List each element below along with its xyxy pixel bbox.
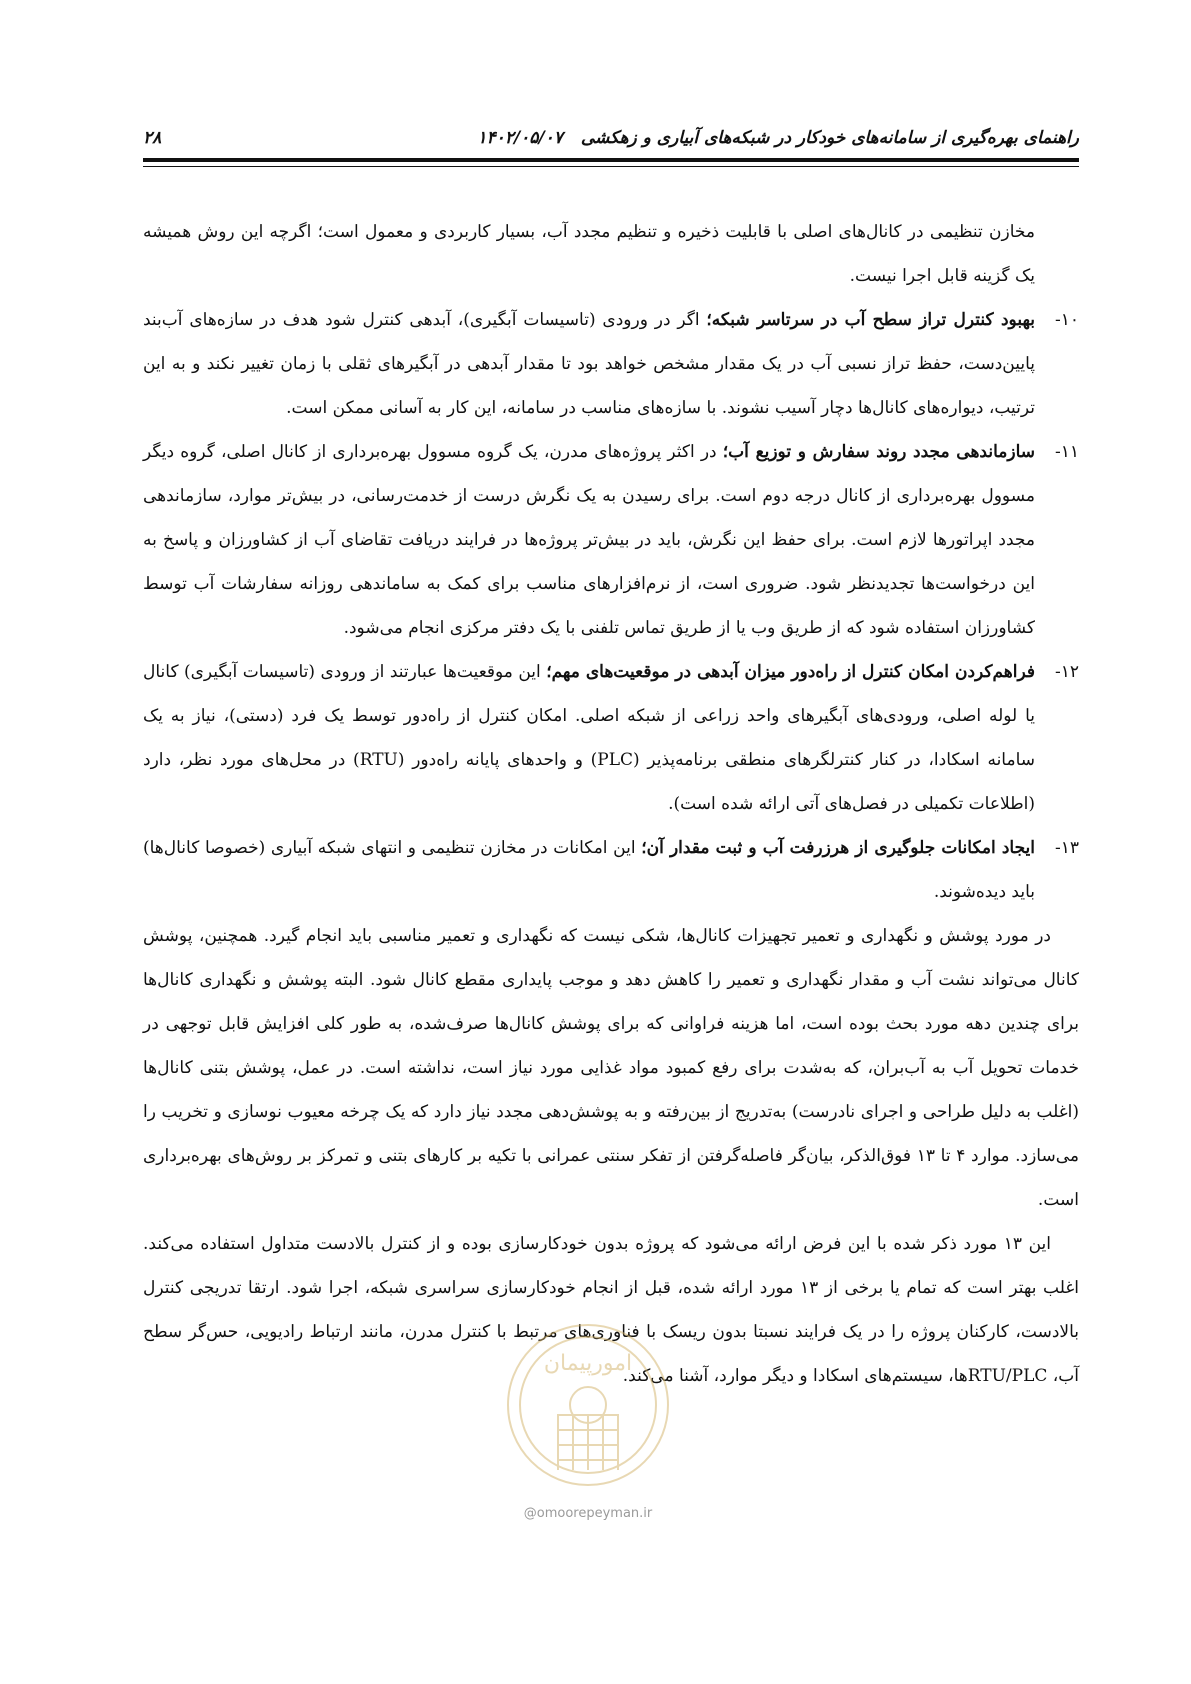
header-title: راهنمای بهره‌گیری از سامانه‌های خودکار در شبکه‌های آبیاری و زهکشی [580,128,1079,148]
page-number: ۲۸ [143,128,162,148]
item-heading: ایجاد امکانات جلوگیری از هرزرفت آب و ثبت مقدار آن؛ [641,838,1035,858]
page-header [143,128,1079,158]
list-item [143,298,1079,430]
item-text: در اکثر پروژه‌های مدرن، یک گروه مسوول بهره‌برداری از کانال اصلی، گروه دیگر مسوول بهره‌برداری از کانال درجه دوم است. برای رسیدن به یک نگرش درست از خدمت‌رسانی، در بیش‌تر موارد، سازماندهی مجدد اپراتورها لازم است. برای حفظ این نگرش، باید در بیش‌تر پروژه‌ها در فرایند دریافت تقاضای آب از کشاورزان و پاسخ به این درخواست‌ها تجدیدنظر شود. ضروری است، از نرم‌افزارهای مناسب برای کمک به ساماندهی روزانه سفارشات آب توسط کشاورزان استفاده شود که از طریق وب یا از طریق تماس تلفنی با یک دفتر مرکزی انجام می‌شود. [143,442,1035,638]
header-date: ۱۴۰۲/۰۵/۰۷ [477,128,563,148]
watermark-logo-icon [503,1320,673,1490]
item-heading: بهبود کنترل تراز سطح آب در سرتاسر شبکه؛ [706,310,1036,330]
item-number: ۱۳- [1054,838,1079,858]
header-rule-thin [143,166,1079,167]
header-rule-thick [143,158,1079,162]
list-item [143,430,1079,650]
item-number: ۱۰- [1055,310,1080,330]
item-number: ۱۲- [1054,662,1079,682]
body-paragraph: این ۱۳ مورد ذکر شده با این فرض ارائه می‌شود که پروژه بدون خودکارسازی بوده و از کنترل بالادست متداول استفاده می‌کند. اغلب بهتر است که تمام یا برخی از ۱۳ مورد ارائه شده، قبل از انجام خودکارسازی سراسری شبکه، اجرا شود. ارتقا تدریجی کنترل بالادست، کارکنان پروژه را در یک فرایند نسبتا بدون ریسک با فناوری‌های مرتبط با کنترل مدرن، مانند ارتباط رادیویی، حس‌گر سطح آب، RTU/PLCها، سیستم‌های اسکادا و دیگر موارد، آشنا می‌کند. [143,1234,1079,1386]
watermark-handle: @omoorepeyman.ir [523,1506,653,1521]
running-title [477,128,1079,148]
page-body [143,210,1079,1398]
item-number: ۱۱- [1054,442,1079,462]
item-heading: سازماندهی مجدد روند سفارش و توزیع آب؛ [722,442,1035,462]
item-text: اگر در ورودی (تاسیسات آبگیری)، آبدهی کنترل شود هدف در سازه‌های آب‌بند پایین‌دست، حفظ تراز نسبی آب در یک مقدار مشخص خواهد بود تا مقدار آبدهی در آبگیرهای ثقلی با زمان تغییر نکند و به این ترتیب، دیواره‌های کانال‌ها دچار آسیب نشوند. با سازه‌های مناسب در سامانه، این کار به آسانی ممکن است. [143,310,1035,418]
item-text: این امکانات در مخازن تنظیمی و انتهای شبکه آبیاری (خصوصا کانال‌ها) باید دیده‌شوند. [143,838,1035,902]
item-heading: فراهم‌کردن امکان کنترل از راه‌دور میزان آبدهی در موقعیت‌های مهم؛ [546,662,1035,682]
list-item [143,650,1079,826]
body-paragraph: در مورد پوشش و نگهداری و تعمیر تجهیزات کانال‌ها، شکی نیست که نگهداری و تعمیر مناسبی باید انجام گیرد. همچنین، پوشش کانال می‌تواند نشت آب و مقدار نگهداری و تعمیر را کاهش دهد و موجب پایداری مقطع کانال شود. البته پوشش و نگهداری کانال‌ها برای چندین دهه مورد بحث بوده است، اما هزینه فراوانی که برای پوشش کانال‌ها صرف‌شده، به طور کلی افزایش قابل توجهی در خدمات تحویل آب به آب‌بران، که به‌شدت برای رفع کمبود مواد غذایی مورد نیاز است، نداشته است. در عمل، پوشش بتنی کانال‌ها (اغلب به دلیل طراحی و اجرای نادرست) به‌تدریج از بین‌رفته و به پوشش‌دهی مجدد نیاز دارد که یک چرخه معیوب نوسازی و تخریب را می‌سازد. موارد ۴ تا ۱۳ فوق‌الذکر، بیان‌گر فاصله‌گرفتن از تفکر سنتی عمرانی با تکیه بر کارهای بتنی و تمرکز بر روش‌های بهره‌برداری است. [143,926,1079,1210]
watermark-logo-text: امورپیمان [543,1351,633,1376]
list-item [143,826,1079,914]
intro-paragraph: مخازن تنظیمی در کانال‌های اصلی با قابلیت ذخیره و تنظیم مجدد آب، بسیار کاربردی و معمول است؛ اگرچه این روش همیشه یک گزینه قابل اجرا نیست. [143,222,1035,286]
item-text: این موقعیت‌ها عبارتند از ورودی (تاسیسات آبگیری) کانال یا لوله اصلی، ورودی‌های آبگیرهای واحد زراعی از شبکه اصلی. امکان کنترل از راه‌دور توسط یک فرد (دستی)، نیاز به یک سامانه اسکادا، در کنار کنترلگرهای منطقی برنامه‌پذیر (PLC) و واحدهای پایانه راه‌دور (RTU) در محل‌های مورد نظر، دارد (اطلاعات تکمیلی در فصل‌های آتی ارائه شده است). [143,662,1036,814]
